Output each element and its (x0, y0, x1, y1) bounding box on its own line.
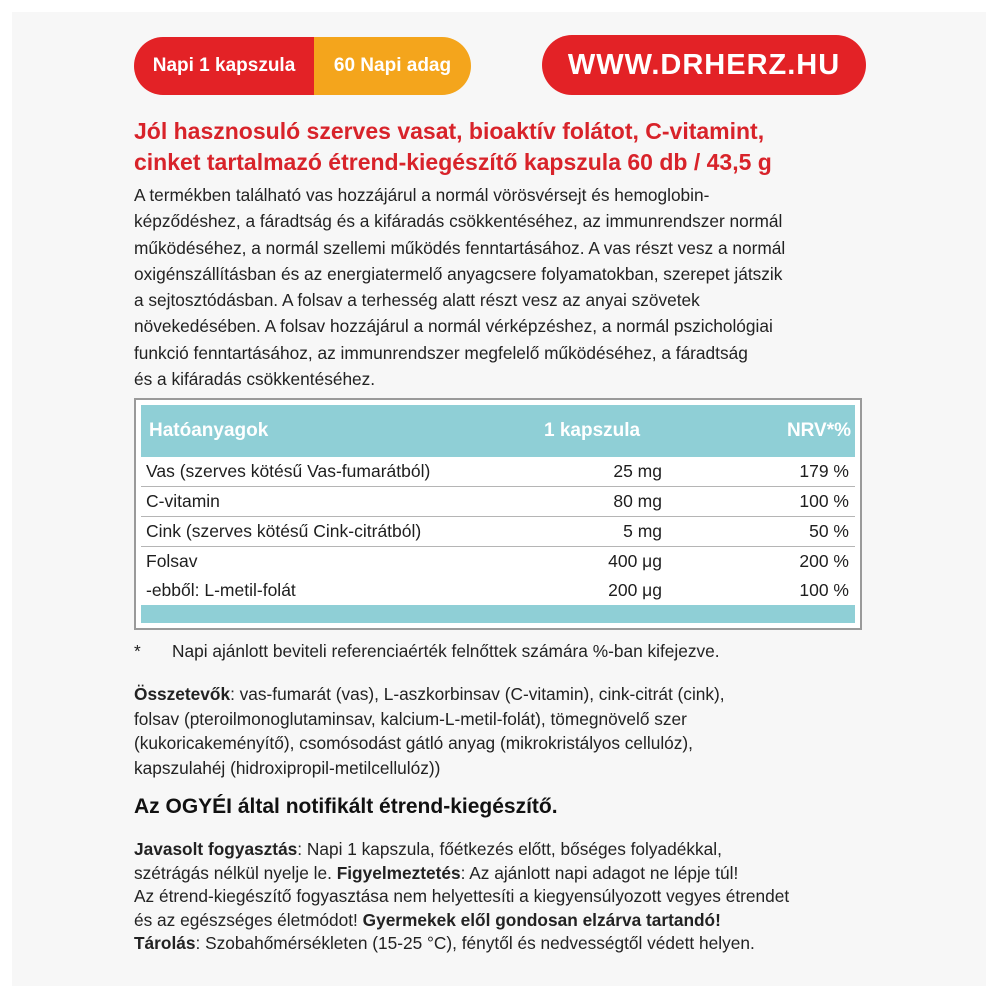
website-link[interactable]: WWW.DRHERZ.HU (542, 35, 866, 95)
ingredients-text: folsav (pteroilmonoglutaminsav, kalcium-L-metil-folát), tömegnövelő szer (134, 708, 687, 729)
footnote-star: * (134, 641, 141, 661)
storage-label: Tárolás (134, 933, 196, 953)
servings-badge: 60 Napi adag (314, 37, 471, 95)
usage-text: Az étrend-kiegészítő fogyasztása nem helyettesíti a kiegyensúlyozott vegyes étrendet (134, 886, 790, 906)
daily-capsule-badge: Napi 1 kapszula (134, 37, 314, 95)
table-row (141, 547, 855, 576)
ingredient-amount: 5 mg (623, 521, 662, 541)
description-line: A termékben található vas hozzájárul a normál vörösvérsejt és hemoglobin- (134, 185, 710, 205)
ingredients-section (134, 682, 874, 780)
ingredient-nrv: 100 % (799, 580, 849, 600)
table-footer-bar (141, 605, 855, 623)
notification-statement: Az OGYÉI által notifikált étrend-kiegészítő. (134, 795, 558, 818)
warning-label: Figyelmeztetés (336, 862, 461, 883)
usage-label: Javasolt fogyasztás (134, 839, 298, 859)
ingredient-nrv: 200 % (799, 551, 849, 571)
usage-text: szétrágás nélkül nyelje le. (134, 862, 337, 883)
usage-section (134, 838, 874, 956)
usage-text: : Napi 1 kapszula, főétkezés előtt, bőséges folyadékkal, (297, 839, 722, 859)
ingredient-amount: 400 μg (608, 551, 662, 571)
description-line: oxigénszállításban és az energiatermelő anyagcsere folyamatokban, szerepet játszik (134, 263, 783, 284)
description-line: a sejtosztódásban. A folsav a terhesség alatt részt vesz az anyai szövetek (134, 290, 700, 311)
ingredients-text: kapszulahéj (hidroxipropil-metilcellulóz)) (134, 757, 441, 778)
ingredients-label: Összetevők (134, 684, 231, 704)
description-line: növekedésében. A folsav hozzájárul a normál vérképzéshez, a normál pszichológiai (134, 316, 773, 337)
ingredient-name: -ebből: L-metil-folát (146, 580, 296, 600)
ingredient-nrv: 100 % (799, 491, 849, 511)
ingredient-nrv: 50 % (809, 521, 849, 541)
nutrition-table (134, 398, 862, 630)
table-row (141, 457, 855, 487)
product-description (134, 182, 874, 392)
ingredient-name: Cink (szerves kötésű Cink-citrátból) (146, 521, 422, 541)
description-line: és a kifáradás csökkentéséhez. (134, 369, 376, 390)
ingredient-name: C-vitamin (146, 491, 220, 511)
usage-text: és az egészséges életmódot! (134, 909, 363, 930)
description-line: funkció fenntartásához, az immunrendszer megfelelő működéséhez, a fáradtság (134, 342, 748, 363)
headline-line-2: cinket tartalmazó étrend-kiegészítő kapszula 60 db / 43,5 g (134, 149, 772, 175)
header-active-ingredients: Hatóanyagok (149, 420, 269, 441)
headline-line-1: Jól hasznosuló szerves vasat, bioaktív folátot, C-vitamint, (134, 118, 765, 144)
footnote-text: Napi ajánlott beviteli referenciaérték felnőttek számára %-ban kifejezve. (172, 641, 720, 661)
table-row (141, 517, 855, 547)
description-line: működéséhez, a normál szellemi működés fenntartásához. A vas részt vesz a normál (134, 237, 786, 258)
nrv-footnote (134, 641, 720, 662)
product-headline (134, 116, 874, 178)
table-row (141, 576, 855, 605)
ingredient-name: Vas (szerves kötésű Vas-fumarátból) (146, 461, 431, 481)
ingredients-text: : vas-fumarát (vas), L-aszkorbinsav (C-vitamin), cink-citrát (cink), (230, 684, 725, 704)
ingredients-text: (kukoricakeményítő), csomósodást gátló anyag (mikrokristályos cellulóz), (134, 733, 693, 753)
storage-text: : Szobahőmérsékleten (15-25 °C), fénytől és nedvességtől védett helyen. (195, 933, 755, 953)
description-line: képződéshez, a fáradtság és a kifáradás csökkentéséhez, az immunrendszer normál (134, 211, 783, 232)
warning-text: : Az ajánlott napi adagot ne lépje túl! (460, 862, 739, 883)
header-per-capsule: 1 kapszula (544, 420, 641, 441)
table-row (141, 487, 855, 517)
ingredient-amount: 25 mg (613, 461, 662, 481)
header-nrv: NRV*% (786, 420, 851, 441)
ingredient-name: Folsav (146, 551, 198, 571)
ingredient-nrv: 179 % (799, 461, 849, 481)
dosage-badge (134, 37, 471, 95)
children-warning: Gyermekek elől gondosan elzárva tartandó! (362, 909, 721, 930)
table-header (141, 405, 855, 457)
ingredient-amount: 200 μg (608, 580, 662, 600)
ingredient-amount: 80 mg (613, 491, 662, 511)
